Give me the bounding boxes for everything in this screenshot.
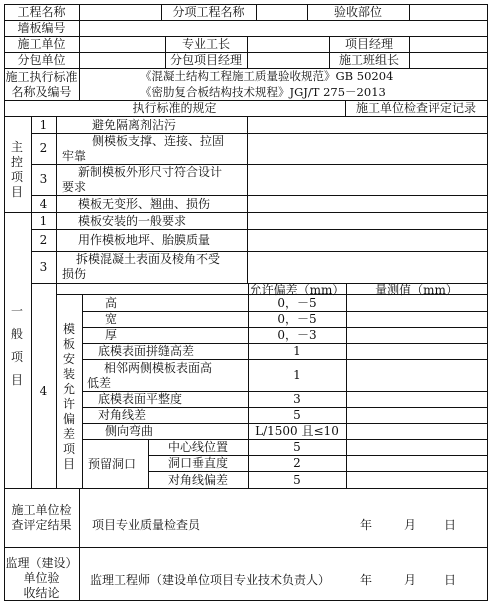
supervise-person: 监理工程师（建设单位项目专业技术负责人） — [90, 573, 331, 587]
tolerance-value: 0，－3 — [277, 328, 317, 342]
supervise-label: 监理（建设） — [5, 556, 78, 570]
row-line — [31, 229, 488, 230]
item-no: 3 — [39, 260, 48, 274]
col-line — [409, 4, 410, 20]
item-no: 4 — [39, 384, 48, 398]
tolerance-name: 厚 — [105, 328, 118, 342]
item-text: 牢靠 — [62, 149, 87, 163]
item-text: 避免隔离剂沾污 — [92, 118, 177, 132]
hole-name: 洞口垂直度 — [168, 456, 229, 470]
measured-header: 量测值（mm） — [375, 283, 458, 297]
item-text: 要求 — [62, 180, 87, 194]
item-no: 1 — [39, 214, 48, 228]
tolerance-value: 1 — [293, 368, 301, 382]
day-label: 日 — [444, 518, 457, 532]
hole-name: 中心线位置 — [168, 440, 229, 454]
item-no: 1 — [39, 118, 48, 132]
row-line — [4, 116, 488, 117]
check-person: 项目专业质量检查员 — [92, 518, 201, 532]
hole-label: 预留洞口 — [88, 457, 137, 471]
label-wall-panel: 墙板编号 — [17, 21, 66, 35]
label-project-name: 工程名称 — [17, 5, 66, 19]
item-text: 新制模板外形尺寸符合设计 — [78, 165, 223, 179]
tolerance-name: 相邻两侧模板表面高 — [104, 361, 213, 375]
col-line — [346, 283, 347, 488]
tolerance-value: 0，－5 — [277, 312, 317, 326]
year-label: 年 — [360, 518, 373, 532]
column-record: 施工单位检查评定记录 — [355, 101, 476, 115]
label-subcontract-manager: 分包项目经理 — [169, 53, 242, 67]
label-subcontract-unit: 分包单位 — [17, 53, 66, 67]
col-line — [56, 116, 57, 488]
row-line — [4, 488, 488, 489]
tolerance-value: L/1500 且≤10 — [255, 424, 339, 438]
month-label: 月 — [404, 573, 417, 587]
tolerance-name: 低差 — [87, 376, 112, 390]
label-standard: 名称及编号 — [11, 85, 72, 99]
row-line — [4, 547, 488, 548]
tolerance-name: 宽 — [105, 312, 118, 326]
label-sub-project: 分项工程名称 — [172, 5, 245, 19]
main-control-label: 主控项目 — [10, 140, 23, 199]
hole-value: 5 — [293, 473, 301, 487]
general-label: 一般项目 — [10, 304, 23, 387]
tolerance-name: 高 — [105, 296, 118, 310]
tolerance-name: 对角线差 — [98, 408, 147, 422]
hole-name: 对角线偏差 — [168, 473, 229, 487]
item-no: 2 — [39, 141, 48, 155]
row-line — [31, 195, 488, 196]
tolerance-value: 5 — [293, 408, 301, 422]
check-label: 施工单位检 — [11, 503, 72, 517]
check-label: 查评定结果 — [11, 518, 72, 532]
item-no: 2 — [39, 233, 48, 247]
tolerance-value: 3 — [293, 392, 301, 406]
tolerance-name: 底模表面拼缝高差 — [98, 344, 195, 358]
border-right — [487, 4, 488, 601]
hole-value: 5 — [293, 440, 301, 454]
item-no: 4 — [39, 197, 48, 211]
allowed-header: 允许偏差（mm） — [249, 283, 345, 297]
col-line — [256, 4, 257, 20]
col-line — [148, 439, 149, 488]
supervise-label: 单位验 — [23, 571, 60, 585]
tolerance-name: 侧向弯曲 — [105, 424, 154, 438]
label-standard: 施工执行标准 — [5, 70, 78, 84]
year-label: 年 — [360, 573, 373, 587]
item-text: 侧模板支撑、连接、拉固 — [92, 134, 225, 148]
label-foreman: 专业工长 — [181, 37, 230, 51]
column-spec: 执行标准的规定 — [132, 101, 217, 115]
col-line — [79, 20, 80, 36]
label-team-leader: 施工班组长 — [338, 53, 399, 67]
label-acceptance-part: 验收部位 — [333, 5, 382, 19]
tolerance-value: 0，－5 — [277, 296, 317, 310]
supervise-label: 收结论 — [23, 586, 60, 600]
col-line — [79, 36, 80, 68]
label-project-manager: 项目经理 — [344, 37, 393, 51]
row-line — [4, 212, 488, 213]
col-line — [82, 294, 83, 488]
standard-text: 《混凝土结构工程施工质量验收规范》GB 50204 — [140, 69, 394, 83]
col-line — [79, 4, 80, 20]
item-text: 模板无变形、翘曲、损伤 — [78, 197, 211, 211]
day-label: 日 — [444, 573, 457, 587]
month-label: 月 — [404, 518, 417, 532]
tolerance-value: 1 — [293, 344, 301, 358]
item-text: 模板安装的一般要求 — [78, 214, 187, 228]
col-line — [247, 36, 248, 68]
item-no: 3 — [39, 172, 48, 186]
col-line — [79, 68, 80, 100]
item-text: 损伤 — [62, 267, 87, 281]
tolerance-name: 底模表面平整度 — [98, 392, 183, 406]
col-line — [409, 36, 410, 68]
standard-text: 《密肋复合板结构技术规程》JGJ/T 275－2013 — [140, 85, 386, 99]
item-text: 拆模混凝土表面及棱角不受 — [76, 252, 221, 266]
border-bottom — [4, 600, 488, 601]
item-text: 用作模板地坪、胎膜质量 — [78, 233, 211, 247]
row-line — [148, 471, 488, 472]
hole-value: 2 — [293, 456, 301, 470]
col-line — [79, 488, 80, 600]
item4-label: 模板安装允许偏差项目 — [62, 322, 75, 471]
label-construction-unit: 施工单位 — [17, 37, 66, 51]
row-line — [82, 359, 488, 360]
col-line — [247, 116, 248, 283]
